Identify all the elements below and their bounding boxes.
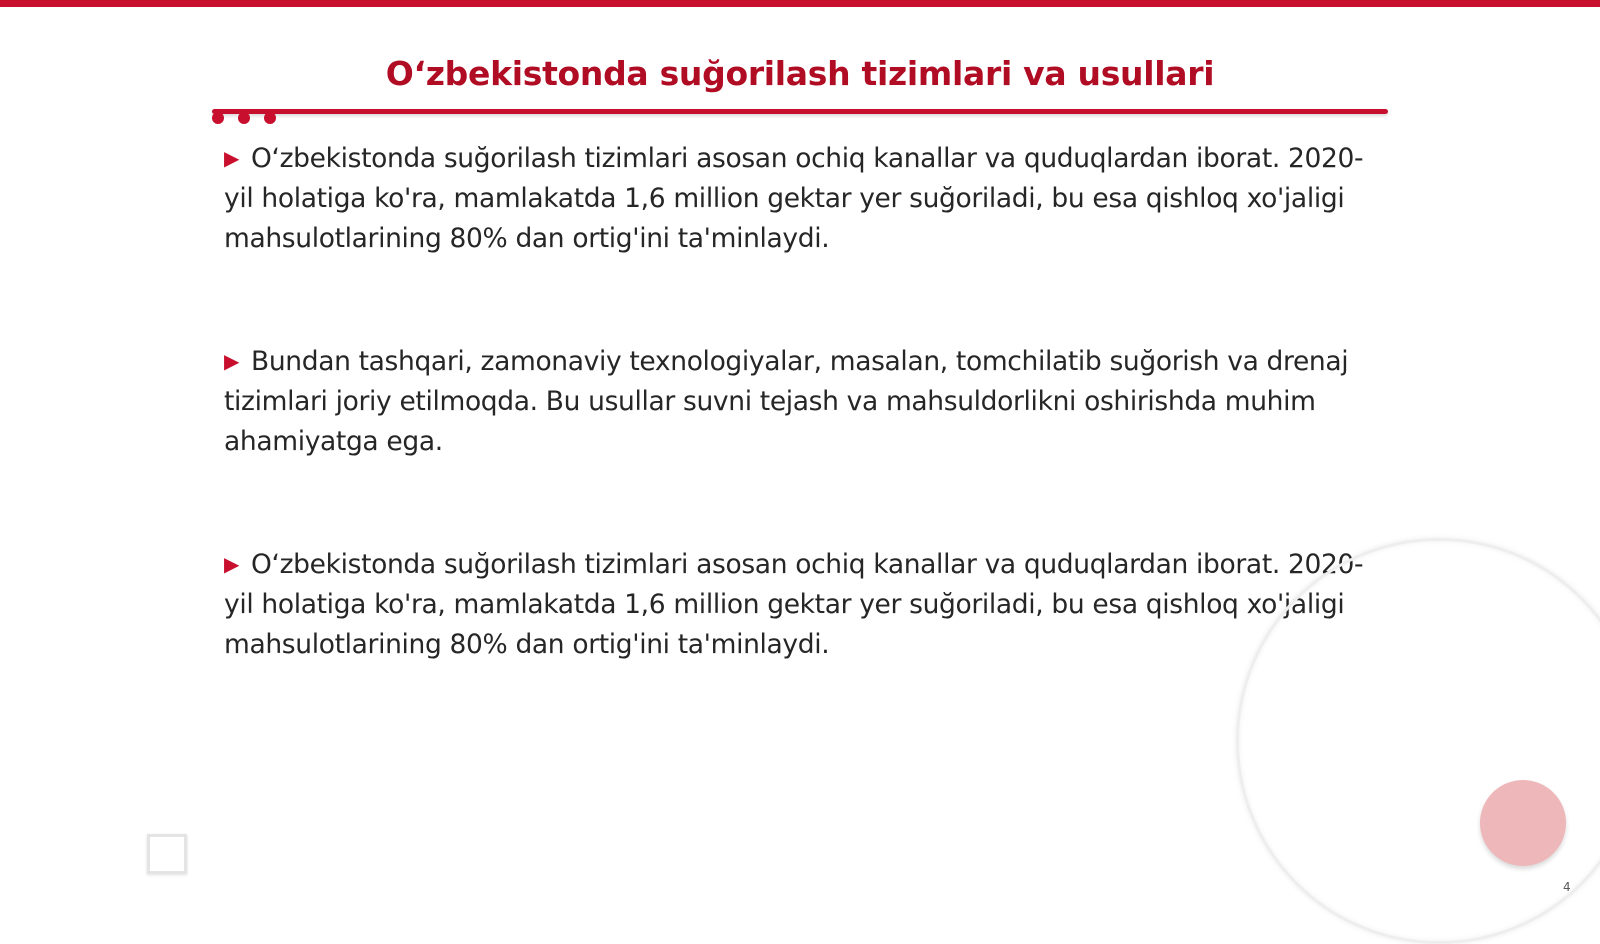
decorative-pink-circle [1480,780,1566,866]
paragraph-text: Oʻzbekistonda suğorilash tizimlari asosan ochiq kanallar va quduqlardan iborat. 2020-yil holatiga ko'ra, mamlakatda 1,6 million gektar yer suğoriladi, bu esa qishloq xo'jaligi mahsulotlarining 80% dan ortig'ini ta'minlaydi. [224,549,1364,660]
slide-title: Oʻzbekistonda suğorilash tizimlari va usullari [385,54,1215,93]
bullet-paragraph [224,138,1364,259]
decorative-square-outline [147,834,187,874]
bullet-paragraph [224,544,1364,665]
triangle-right-icon: ▶ [224,552,240,576]
bullet-paragraph [224,341,1364,462]
top-accent-bar [0,0,1600,7]
decorative-dot-1 [212,112,224,124]
triangle-right-icon: ▶ [224,146,240,170]
title-underline [212,109,1388,114]
paragraph-text: Bundan tashqari, zamonaviy texnologiyalar, masalan, tomchilatib suğorish va drenaj tizimlari joriy etilmoqda. Bu usullar suvni tejash va mahsuldorlikni oshirishda muhim ahamiyatga ega. [224,346,1349,457]
triangle-right-icon: ▶ [224,349,240,373]
paragraph-text: Oʻzbekistonda suğorilash tizimlari asosan ochiq kanallar va quduqlardan iborat. 2020-yil holatiga ko'ra, mamlakatda 1,6 million gektar yer suğoriladi, bu esa qishloq xo'jaligi mahsulotlarining 80% dan ortig'ini ta'minlaydi. [224,143,1364,254]
decorative-dot-3 [264,112,276,124]
page-number: 4 [1563,880,1571,894]
slide-content [224,138,1364,747]
decorative-dot-2 [238,112,250,124]
